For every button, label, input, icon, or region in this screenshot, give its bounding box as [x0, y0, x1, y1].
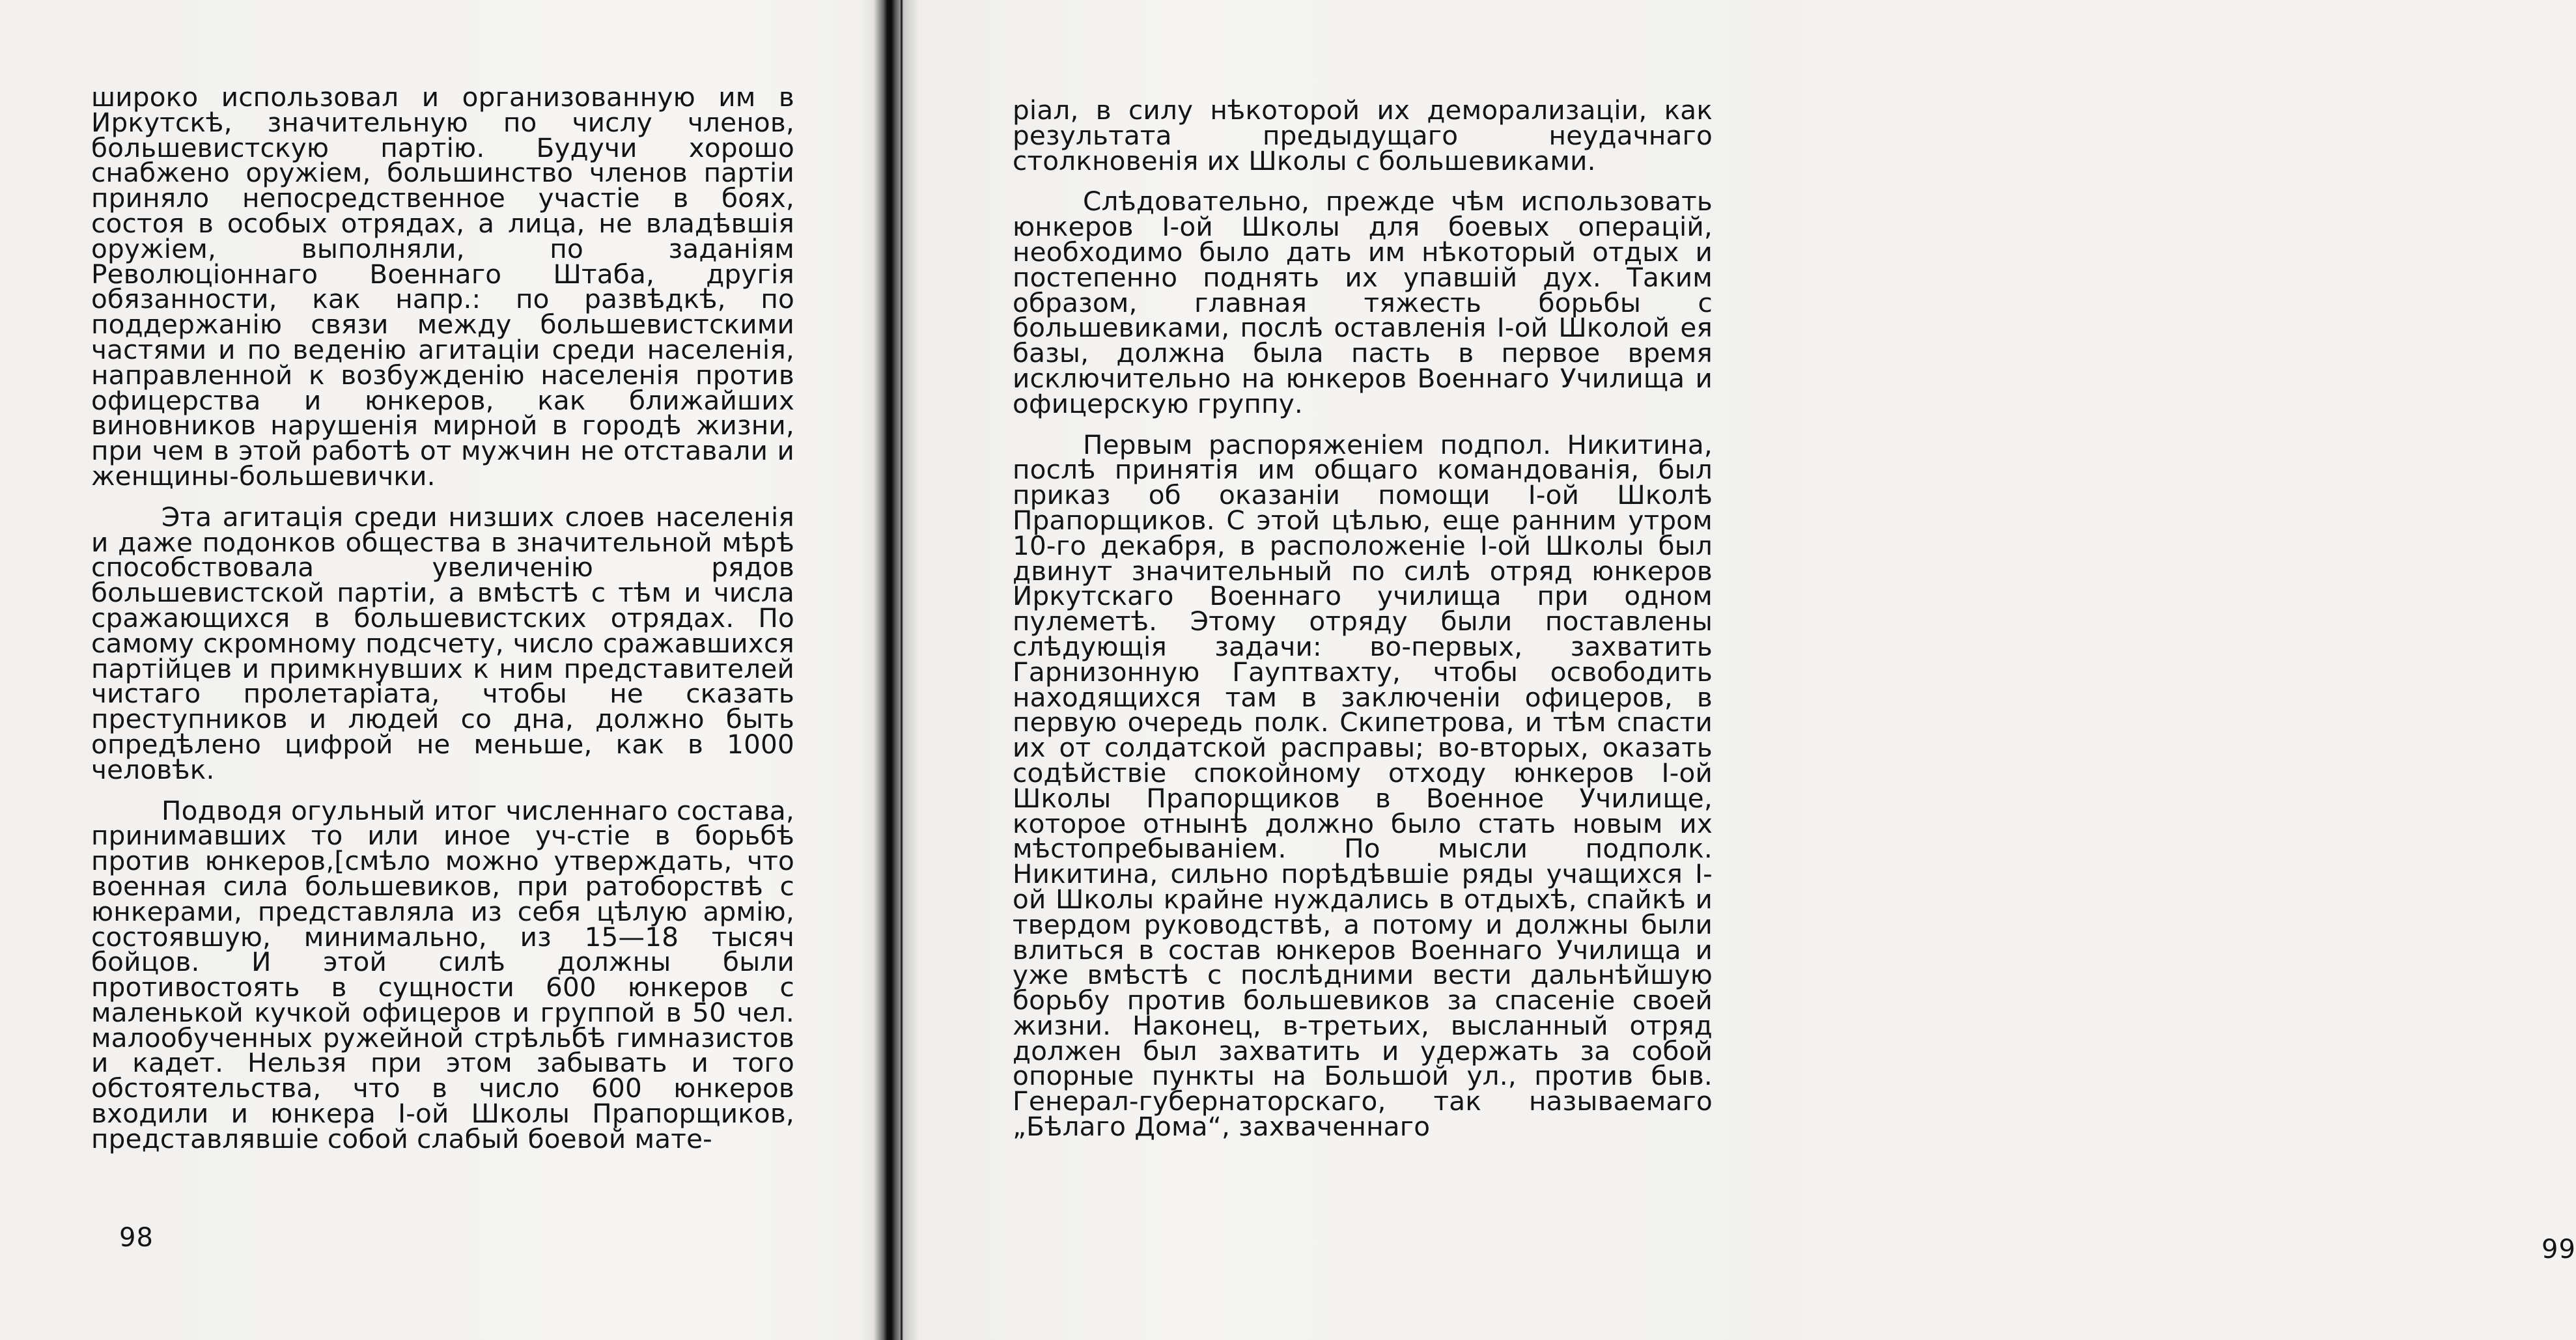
right-page-text — [1013, 94, 1713, 1143]
left-paragraph-1: широко использовал и организованную им в Иркутскѣ, значительную по числу членов, большевистскую партію. Будучи хорошо снабжено оружіем, большинство членов партіи приняло непосредственное участіе в боях, состоя в особых отрядах, а лица, не владѣвшія оружіем, выполняли, по заданіям Революціоннаго Военнаго Штаба, другія обязанности, как напр.: по развѣдкѣ, по поддержанію связи между большевистскими частями и по веденію агитаціи среди населенія, направленной к возбужденію населенія против офицерства и юнкеров, как ближайших виновников нарушенія мирной в городѣ жизни, при чем в этой работѣ от мужчин не отставали и женщины-большевички. — [91, 81, 794, 492]
left-page-text — [91, 81, 794, 1154]
right-paragraph-2: Слѣдовательно, прежде чѣм использовать юнкеров І-ой Школы для боевых операцій, необходимо было дать им нѣкоторый отдых и постепенно поднять их упавшій дух. Таким образом, главная тяжесть борьбы с большевиками, послѣ оставленія І-ой Школой ея базы, должна была пасть в первое время исключительно на юнкеров Военнаго Училища и офицерскую группу. — [1013, 186, 1713, 419]
left-paragraph-2: Эта агитація среди низших слоев населенія и даже подонков общества в значительной мѣрѣ способствовала увеличенію рядов большевистской партіи, а вмѣстѣ с тѣм и числа сражающихся в большевистских отрядах. По самому скромному подсчету, число сражавшихся партійцев и примкнувших к ним представителей чистаго пролетаріата, чтобы не сказать преступников и людей со дна, должно быть опредѣлено цифрой не меньше, как в 1000 человѣк. — [91, 501, 794, 785]
binding-line — [901, 0, 903, 1340]
left-page-number: 98 — [119, 1223, 154, 1253]
left-page — [0, 0, 886, 1340]
left-paragraph-3: Подводя огульный итог численнаго состава, принимавших то или иное уч-стіе в борьбѣ против юнкеров,[смѣло можно утверждать, что военная сила большевиков, при ратоборствѣ с юнкерами, представляла из себя цѣлую армію, состоявшую, минимально, из 15—18 тысяч бойцов. И этой силѣ должны были противостоять в сущности 600 юнкеров с маленькой кучкой офицеров и группой в 50 чел. малообученных ружейной стрѣльбѣ гимназистов и кадет. Нельзя при этом забывать и того обстоятельства, что в число 600 юнкеров входили и юнкера І-ой Школы Прапорщиков, представлявшіе собой слабый боевой мате- — [91, 794, 794, 1154]
right-paragraph-1: ріал, в силу нѣкоторой их деморализаціи, как результата предыдущаго неудачнаго столкновенія их Школы с большевиками. — [1013, 94, 1713, 176]
right-page-number: 99 — [2541, 1235, 2576, 1264]
right-paragraph-3: Первым распоряженіем подпол. Никитина, послѣ принятія им общаго командованія, был приказ об оказаніи помощи І-ой Школѣ Прапорщиков. С этой цѣлью, еще ранним утром 10-го декабря, в расположеніе І-ой Школы был двинут значительный по силѣ отряд юнкеров Иркутскаго Военнаго училища при одном пулеметѣ. Этому отряду были поставлены слѣдующія задачи: во-первых, захватить Гарнизонную Гауптвахту, чтобы освободить находящихся там в заключеніи офицеров, в первую очередь полк. Скипетрова, и тѣм спасти их от солдатской расправы; во-вторых, оказать содѣйствіе спокойному отходу юнкеров І-ой Школы Прапорщиков в Военное Училище, которое отнынѣ должно было стать новым их мѣстопребываніем. По мысли подполк. Никитина, сильно порѣдѣвшіе ряды учащихся І-ой Школы крайне нуждались в отдыхѣ, спайкѣ и твердом руководствѣ, а потому и должны были влиться в состав юнкеров Военнаго Училища и уже вмѣстѣ с послѣдними вести дальнѣйшую борьбу против большевиков за спасеніе своей жизни. Наконец, в-третьих, высланный отряд должен был захватить и удержать за собой опорные пункты на Большой ул., против быв. Генерал-губернаторскаго, так называемаго „Бѣлаго Дома“, захваченнаго — [1013, 428, 1713, 1143]
